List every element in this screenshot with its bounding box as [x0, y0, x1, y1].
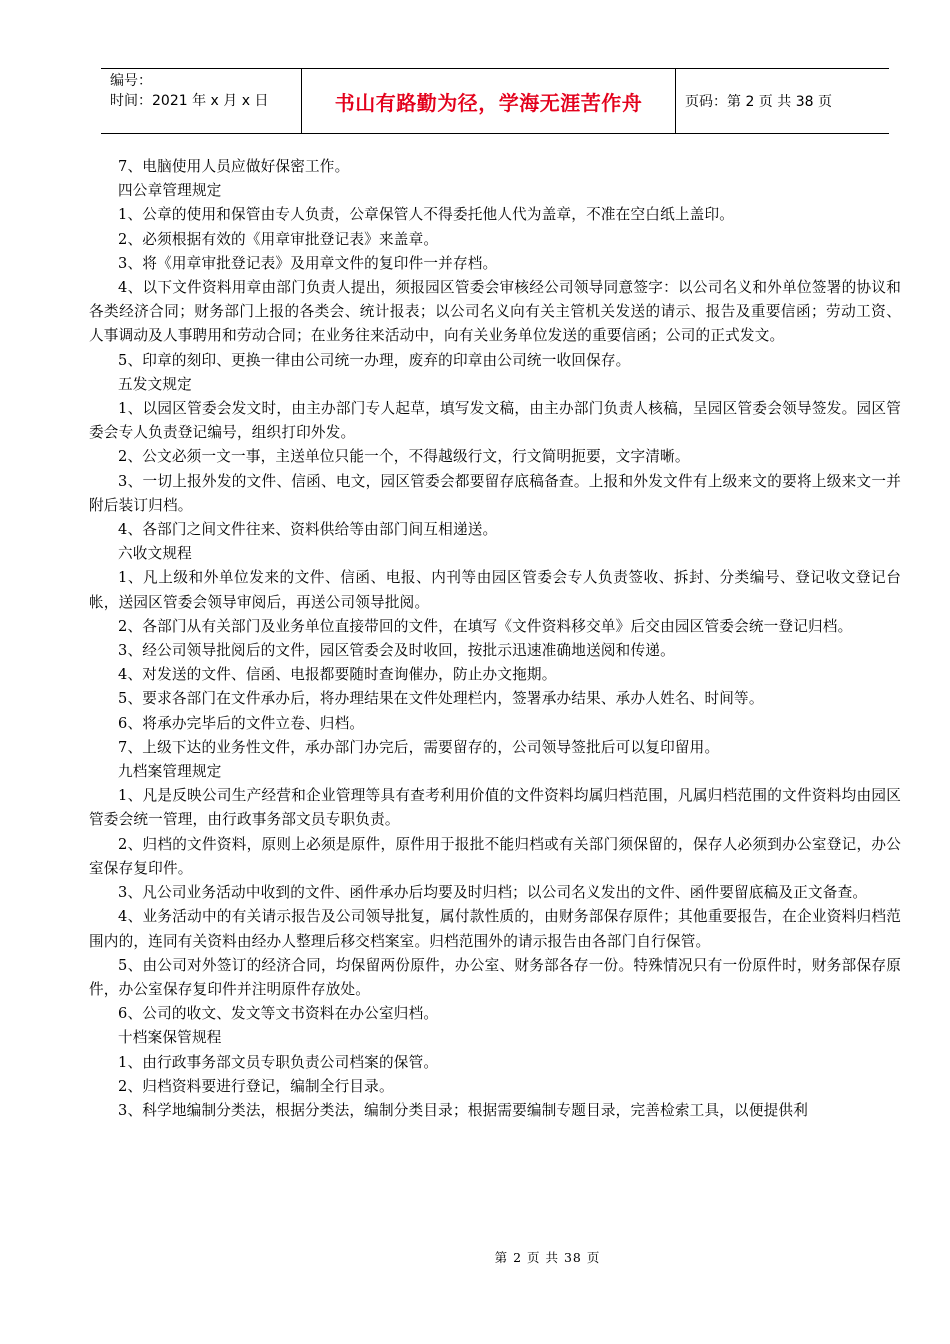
paragraph: 2、必须根据有效的《用章审批登记表》来盖章。 [118, 230, 439, 248]
paragraph: 3、凡公司业务活动中收到的文件、函件承办后均要及时归档；以公司名义发出的文件、函件要留底稿及正文备查。 [118, 884, 868, 902]
section-heading: 五发文规定 [118, 375, 192, 393]
paragraph: 1、凡是反映公司生产经营和企业管理等具有查考利用价值的文件资料均属归档范围，凡属归档范围的文件资料均由园区管委会统一管理，由行政事务部文员专职负责。 [89, 787, 901, 829]
document-body [89, 155, 901, 1123]
section-heading: 六收文规程 [118, 545, 192, 563]
paragraph: 3、将《用章审批登记表》及用章文件的复印件一并存档。 [118, 254, 498, 272]
paragraph: 4、以下文件资料用章由部门负责人提出，须报园区管委会审核经公司领导同意签字：以公司名义和外单位签署的协议和各类经济合同；财务部门上报的各类会、统计报表；以公司名义向有关主管机关发送的请示、报告及重要信函；劳动工资、人事调动及人事聘用和劳动合同；在业务往来活动中，向有关业务单位发送的重要信函；公司的正式发文。 [89, 279, 901, 345]
paragraph: 3、一切上报外发的文件、信函、电文，园区管委会都要留存底稿备查。上报和外发文件有上级来文的要将上级来文一并附后装订归档。 [89, 472, 901, 514]
paragraph: 7、上级下达的业务性文件，承办部门办完后，需要留存的，公司领导签批后可以复印留用。 [118, 738, 720, 756]
section-heading: 四公章管理规定 [118, 182, 222, 200]
paragraph: 5、要求各部门在文件承办后，将办理结果在文件处理栏内，签署承办结果、承办人姓名、时间等。 [118, 690, 764, 708]
document-time-label: 时间：2021 年 x 月 x 日 [110, 93, 269, 109]
header-motto: 书山有路勤为径，学海无涯苦作舟 [302, 69, 676, 133]
paragraph: 5、印章的刻印、更换一律由公司统一办理，废弃的印章由公司统一收回保存。 [118, 351, 631, 369]
paragraph: 2、归档资料要进行登记，编制全行目录。 [118, 1077, 394, 1095]
paragraph: 4、业务活动中的有关请示报告及公司领导批复，属付款性质的，由财务部保存原件；其他重要报告，在企业资料归档范围内的，连同有关资料由经办人整理后移交档案室。归档范围外的请示报告由各部门自行保管。 [89, 908, 901, 950]
section-heading: 九档案管理规定 [118, 763, 222, 781]
paragraph: 6、公司的收文、发文等文书资料在办公室归档。 [118, 1005, 439, 1023]
paragraph: 1、公章的使用和保管由专人负责，公章保管人不得委托他人代为盖章，不准在空白纸上盖印。 [118, 206, 735, 224]
paragraph: 2、公文必须一文一事，主送单位只能一个，不得越级行文，行文简明扼要，文字清晰。 [118, 448, 690, 466]
paragraph: 4、对发送的文件、信函、电报都要随时查询催办，防止办文拖期。 [118, 666, 557, 684]
paragraph: 3、经公司领导批阅后的文件，园区管委会及时收回，按批示迅速准确地送阅和传递。 [118, 642, 675, 660]
document-number-label: 编号： [110, 73, 152, 89]
paragraph: 4、各部门之间文件往来、资料供给等由部门间互相递送。 [118, 521, 498, 539]
paragraph: 3、科学地编制分类法，根据分类法，编制分类目录；根据需要编制专题目录，完善检索工具，以便提供利 [118, 1101, 809, 1119]
paragraph: 1、凡上级和外单位发来的文件、信函、电报、内刊等由园区管委会专人负责签收、拆封、分类编号、登记收文登记台帐，送园区管委会领导审阅后，再送公司领导批阅。 [89, 569, 901, 611]
paragraph: 6、将承办完毕后的文件立卷、归档。 [118, 714, 365, 732]
section-heading: 十档案保管规程 [118, 1029, 222, 1047]
paragraph: 2、各部门从有关部门及业务单位直接带回的文件，在填写《文件资料移交单》后交由园区管委会统一登记归档。 [118, 617, 853, 635]
paragraph: 5、由公司对外签订的经济合同，均保留两份原件，办公室、财务部各存一份。特殊情况只有一份原件时，财务部保存原件，办公室保存复印件并注明原件存放处。 [89, 956, 901, 998]
header-page-label: 页码：第 2 页 共 38 页 [685, 94, 832, 110]
paragraph: 7、电脑使用人员应做好保密工作。 [118, 158, 350, 175]
paragraph: 2、归档的文件资料，原则上必须是原件，原件用于报批不能归档或有关部门须保留的，保存人必须到办公室登记，办公室保存复印件。 [89, 835, 901, 877]
header-meta [101, 69, 302, 133]
paragraph: 1、由行政事务部文员专职负责公司档案的保管。 [118, 1053, 439, 1071]
page-header [101, 68, 889, 134]
paragraph: 1、以园区管委会发文时，由主办部门专人起草，填写发文稿，由主办部门负责人核稿，呈园区管委会领导签发。园区管委会专人负责登记编号，组织打印外发。 [89, 400, 901, 442]
page-footer: 第 2 页 共 38 页 [494, 1250, 601, 1265]
